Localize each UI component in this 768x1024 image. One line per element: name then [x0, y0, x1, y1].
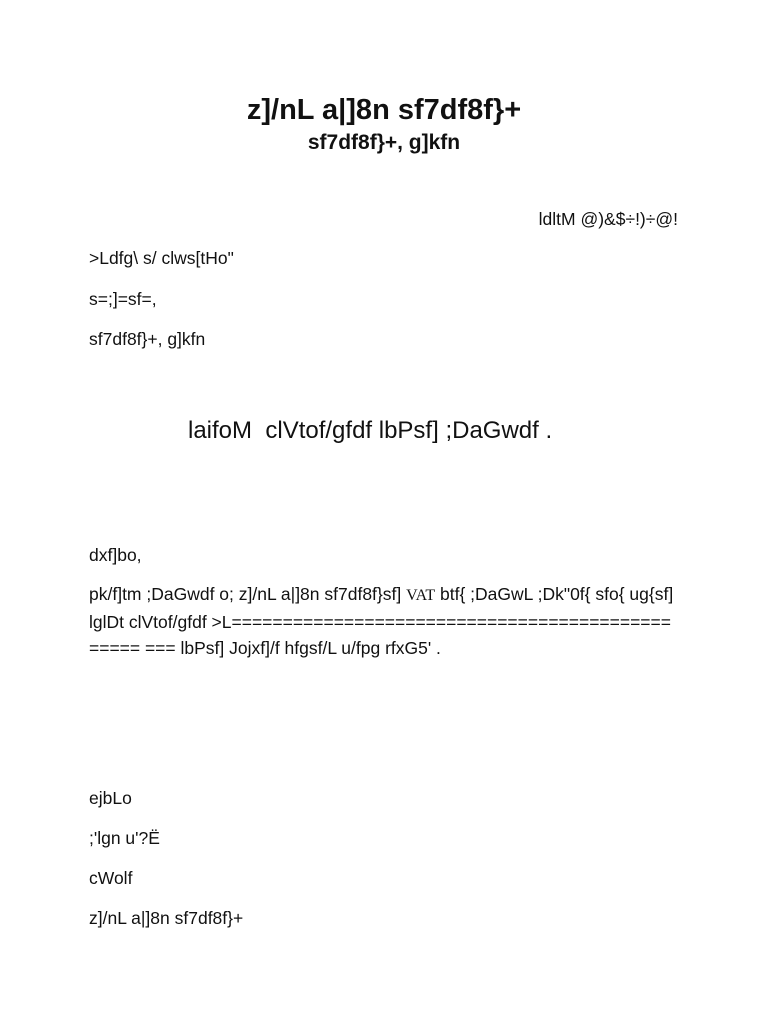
closing-line-4: z]/nL a|]8n sf7df8f}+: [89, 908, 244, 928]
letter-body: [89, 581, 679, 661]
recipient-line-1: >Ldfg\ s/ clws[tHo": [89, 248, 234, 268]
letter-heading: z]/nL a|]8n sf7df8f}+: [246, 94, 522, 126]
letter-subheading: sf7df8f}+, g]kfn: [307, 131, 461, 154]
letter-date: ldltM @)&$÷!)÷@!: [538, 209, 678, 229]
salutation: dxf]bo,: [89, 545, 142, 565]
recipient-line-2: s=;]=sf=,: [89, 289, 157, 309]
recipient-line-3: sf7df8f}+, g]kfn: [89, 329, 206, 349]
closing-line-1: ejbLo: [89, 788, 132, 808]
letter-subject: laifoM clVtof/gfdf lbPsf] ;DaGwdf .: [188, 417, 553, 444]
closing-line-3: cWolf: [89, 868, 133, 888]
body-text-part-2: btf{ ;DaGwL ;Dk"0f{ sfo{ ug{sf] lglDt clVtof/gfdf >L================================================ === lbPsf] Jojxf]/f hfgsf/L u/fpg rfxG5' .: [89, 584, 674, 658]
closing-line-2: ;'lgn u'?Ë: [89, 828, 160, 848]
body-text-part-1: pk/f]tm ;DaGwdf o; z]/nL a|]8n sf7df8f}sf]: [89, 584, 407, 604]
body-vat-text: VAT: [406, 587, 436, 604]
